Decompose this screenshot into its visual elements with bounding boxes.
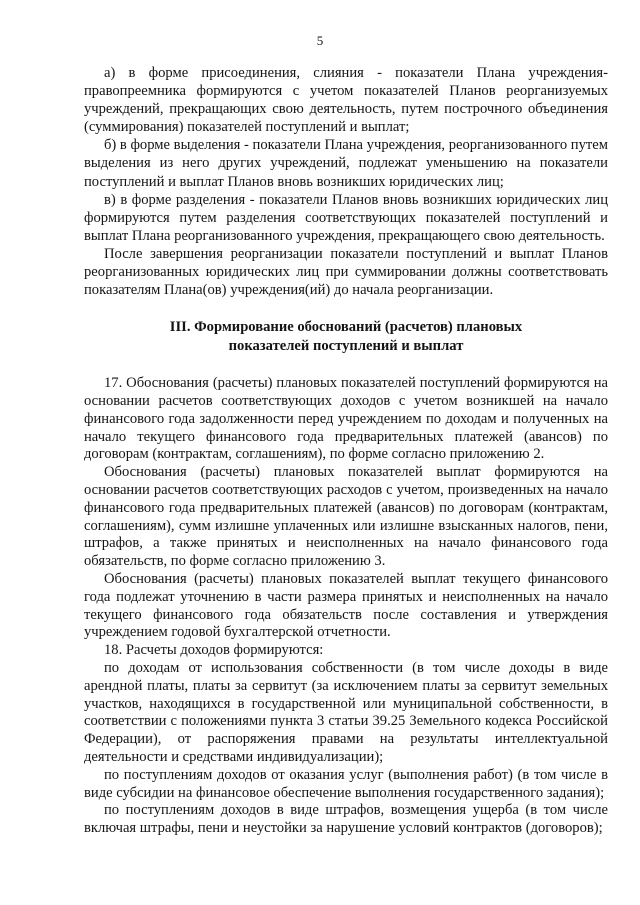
paragraph-after-reorganization: После завершения реорганизации показатели поступлений и выплат Планов реорганизованных юридических лиц при суммировании должны соответствовать показателям Плана(ов) учреждения(ий) до начала реорганизации.	[84, 245, 608, 299]
paragraph-17: 17. Обоснования (расчеты) плановых показателей поступлений формируются на основании расчетов соответствующих доходов с учетом возникшей на начало финансового года задолженности перед учреждением по доходам и полученных на начало текущего финансового года предварительных платежей (авансов) по договорам (контрактам, соглашениям), по форме согласно приложению 2.	[84, 375, 608, 463]
section-heading-line-1: III. Формирование обоснований (расчетов) плановых	[169, 319, 523, 336]
paragraph-b: б) в форме выделения - показатели Плана учреждения, реорганизованного путем выделения из него других учреждений, подлежат уменьшению на показатели поступлений и выплат Планов вновь возникших юридических лиц;	[84, 137, 608, 190]
paragraph-payments-refinement: Обоснования (расчеты) плановых показателей выплат текущего финансового года подлежат уточнению в части размера принятых и неисполненных на начало текущего финансового года обязательств после составления и утверждения учреждением годовой бухгалтерской отчетности.	[84, 570, 608, 641]
paragraph-property-income: по доходам от использования собственности (в том числе доходы в виде арендной платы, платы за сервитут (за исключением платы за сервитут земельных участков, находящихся в государственной или муниципальной собственности, в соответствии с положениями пункта 3 статьи 39.25 Земельного кодекса Российской Федерации), от распоряжения правами на результаты интеллектуальной деятельности и средствами индивидуализации);	[84, 659, 608, 765]
paragraph-services-income: по поступлениям доходов от оказания услуг (выполнения работ) (в том числе в виде субсидии на финансовое обеспечение выполнения государственного задания);	[84, 766, 608, 801]
section-heading	[84, 318, 608, 356]
paragraph-c: в) в форме разделения - показатели Планов вновь возникших юридических лиц формируются путем разделения соответствующих показателей поступлений и выплат Плана реорганизованного учреждения, прекращающего свою деятельность.	[84, 191, 608, 244]
paragraph-payments-justification: Обоснования (расчеты) плановых показателей выплат формируются на основании расчетов соответствующих расходов с учетом, произведенных на начало финансового года предварительных платежей (авансов) по договорам (контрактам, соглашениям), сумм излишне уплаченных или излишне взысканных налогов, пени, штрафов, а также принятых и неисполненных на начало финансового года обязательств, по форме согласно приложению 3.	[84, 464, 608, 570]
page-number: 5	[316, 33, 324, 48]
paragraph-18: 18. Расчеты доходов формируются:	[104, 642, 324, 659]
paragraph-fines-income: по поступлениям доходов в виде штрафов, возмещения ущерба (в том числе включая штрафы, пени и неустойки за нарушение условий контрактов (договоров);	[84, 802, 608, 837]
section-heading-line-2: показателей поступлений и выплат	[228, 338, 464, 355]
paragraph-a: а) в форме присоединения, слияния - показатели Плана учреждения-правопреемника формируются с учетом показателей Планов реорганизуемых учреждений, прекращающих свою деятельность, путем построчного объединения (суммирования) показателей поступлений и выплат;	[84, 65, 608, 136]
document-body	[84, 64, 608, 838]
